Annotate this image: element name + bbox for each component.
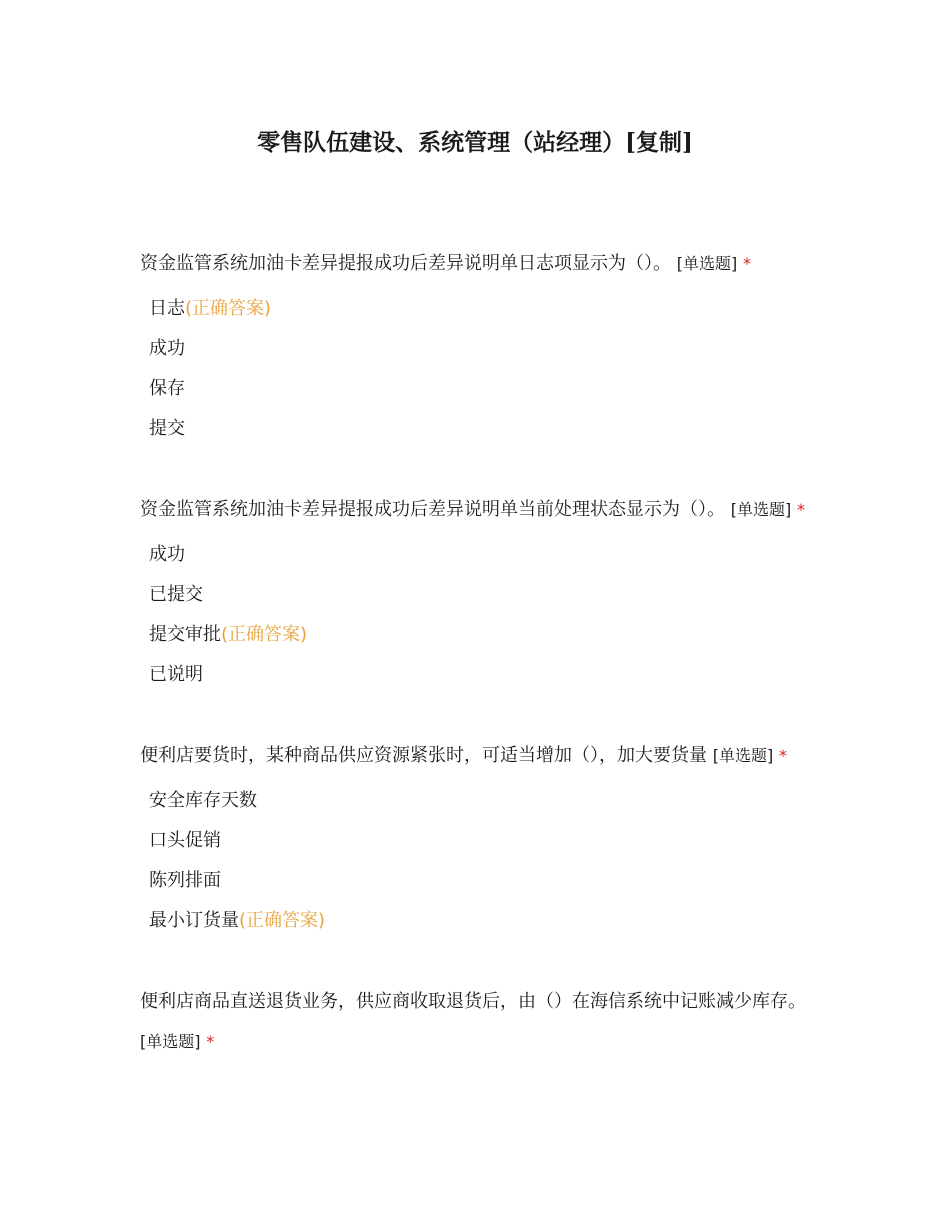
question-text <box>140 244 808 284</box>
option-item[interactable] <box>140 329 808 369</box>
option-item[interactable] <box>140 369 808 409</box>
question-stem: 便利店商品直送退货业务，供应商收取退货后，由（）在海信系统中记账减少库存。 <box>140 991 806 1012</box>
option-item[interactable] <box>140 861 808 901</box>
question-type-label: [单选题] <box>712 746 774 765</box>
option-list <box>140 289 808 449</box>
option-label: 保存 <box>149 378 185 399</box>
required-mark: * <box>206 1032 215 1051</box>
page-title-text: 零售队伍建设、系统管理（站经理） <box>257 129 626 157</box>
option-item[interactable] <box>140 821 808 861</box>
question-list <box>140 244 808 1103</box>
question-stem: 资金监管系统加油卡差异提报成功后差异说明单日志项显示为（）。 <box>140 253 671 274</box>
option-item[interactable] <box>140 655 808 695</box>
question-stem: 便利店要货时，某种商品供应资源紧张时，可适当增加（），加大要货量 <box>140 745 707 766</box>
option-label: 提交审批 <box>149 624 221 645</box>
option-label: 已提交 <box>149 584 203 605</box>
question-text <box>140 982 808 1062</box>
option-label: 成功 <box>149 338 185 359</box>
question-type-label: [单选题] <box>676 254 738 273</box>
option-label: 口头促销 <box>149 830 221 851</box>
required-mark: * <box>778 746 787 765</box>
question-type-label: [单选题] <box>140 1032 201 1051</box>
correct-answer-tag: (正确答案) <box>221 624 308 645</box>
option-label: 成功 <box>149 544 185 565</box>
correct-answer-tag: (正确答案) <box>239 910 326 931</box>
question-type-label: [单选题] <box>730 500 792 519</box>
option-label: 日志 <box>149 298 185 319</box>
question-3 <box>140 736 808 941</box>
option-label: 已说明 <box>149 664 203 685</box>
option-list <box>140 781 808 941</box>
option-list <box>140 535 808 695</box>
question-stem: 资金监管系统加油卡差异提报成功后差异说明单当前处理状态显示为（）。 <box>140 499 725 520</box>
option-label: 安全库存天数 <box>149 790 257 811</box>
option-item[interactable] <box>140 781 808 821</box>
correct-answer-tag: (正确答案) <box>185 298 272 319</box>
question-1 <box>140 244 808 449</box>
question-4 <box>140 982 808 1062</box>
question-2 <box>140 490 808 695</box>
question-text <box>140 490 808 530</box>
option-item[interactable] <box>140 535 808 575</box>
option-label: 最小订货量 <box>149 910 239 931</box>
option-label: 提交 <box>149 418 185 439</box>
option-label: 陈列排面 <box>149 870 221 891</box>
option-item[interactable] <box>140 575 808 615</box>
required-mark: * <box>742 254 751 273</box>
option-item[interactable] <box>140 615 808 655</box>
required-mark: * <box>796 500 805 519</box>
option-item[interactable] <box>140 409 808 449</box>
option-item[interactable] <box>140 289 808 329</box>
page-title <box>0 123 950 163</box>
option-item[interactable] <box>140 901 808 941</box>
question-text <box>140 736 808 776</box>
copy-tag: [复制] <box>625 129 693 157</box>
